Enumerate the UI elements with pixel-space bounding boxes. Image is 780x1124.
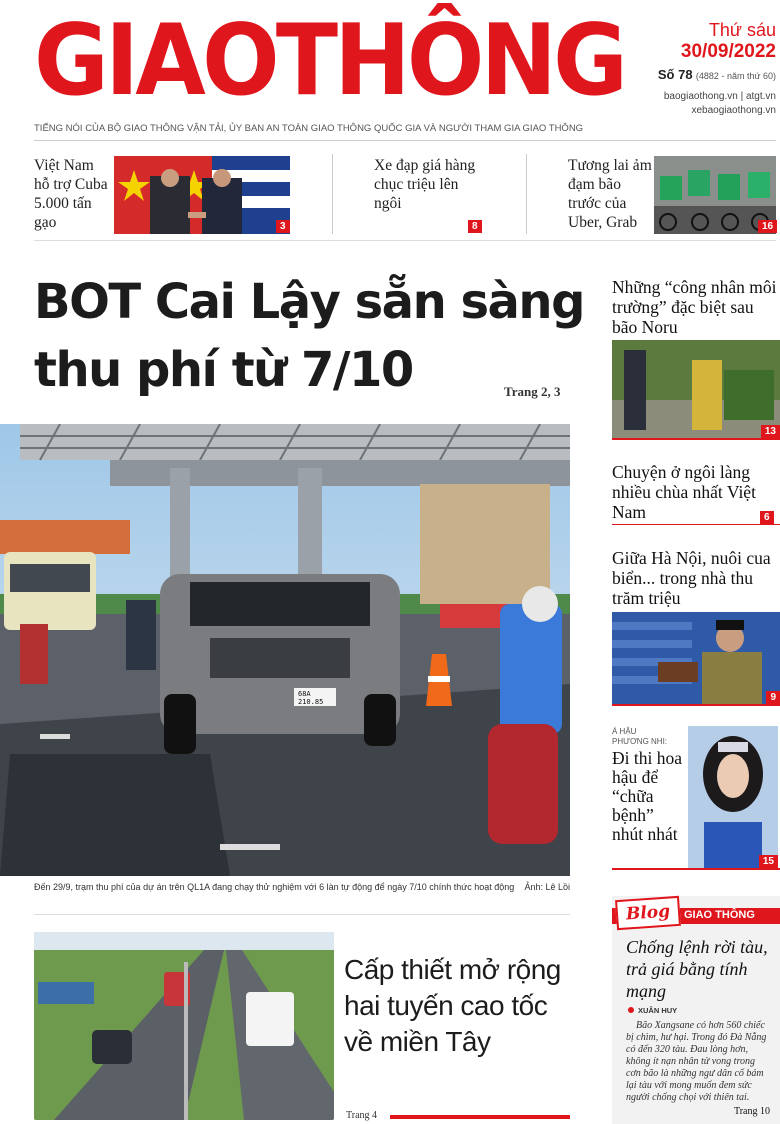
secondary-red-rule	[390, 1115, 570, 1119]
caption-text: Đến 29/9, trạm thu phí của dự án trên QL1A đang chạy thử nghiệm với 6 làn tự động để ngày 7/10 chính thức hoạt động	[34, 882, 515, 892]
svg-text:210.85: 210.85	[298, 698, 324, 706]
rc-story-title[interactable]: Giữa Hà Nội, nuôi cua biển... trong nhà thu trăm triệu	[612, 548, 771, 608]
blog-box[interactable]	[612, 896, 780, 1124]
issue-label: Số 78	[657, 67, 693, 82]
rc-story-title[interactable]: Đi thi hoa hậu để “chữa bệnh” nhút nhát	[612, 748, 682, 844]
kicker-line-2: PHƯƠNG NHI:	[612, 737, 668, 746]
issue-detail: (4882 - năm thứ 60)	[695, 71, 776, 81]
site-url-1[interactable]: baogiaothong.vn | atgt.vn	[663, 91, 776, 102]
blog-tag: Blog	[615, 896, 681, 930]
site-url-2[interactable]: xebaogiaothong.vn	[691, 105, 776, 116]
teaser-uber-grab[interactable]	[568, 154, 778, 234]
rc-story-title[interactable]: Chuyện ở ngôi làng nhiều chùa nhất Việt Nam	[612, 462, 756, 522]
teaser-title: Việt Nam hỗ trợ Cuba 5.000 tấn gạo	[34, 157, 108, 231]
page-badge: 13	[761, 425, 780, 438]
lead-page-ref: Trang 2, 3	[504, 384, 561, 399]
story-rule	[612, 438, 780, 440]
issue-number	[636, 67, 776, 82]
teaser-divider	[332, 154, 333, 234]
flag-handshake-photo	[114, 156, 290, 234]
issue-date: 30/09/2022	[680, 41, 776, 62]
expressway-photo	[34, 932, 334, 1120]
page-badge: 16	[758, 220, 777, 233]
story-rule	[612, 704, 780, 706]
blog-title: Chống lệnh rời tàu, trả giá bằng tính mạng	[626, 937, 768, 1001]
teaser-cuba[interactable]	[34, 154, 296, 234]
beauty-queen-photo	[688, 726, 778, 868]
page-badge: 8	[468, 220, 482, 233]
teaser-rule	[34, 240, 776, 241]
page-badge: 6	[760, 511, 774, 524]
lead-headline-line-1: BOT Cai Lậy sẵn sàng	[34, 274, 584, 330]
teaser-title: Xe đạp giá hàng chục triệu lên ngôi	[374, 157, 476, 212]
teaser-title: Tương lai ảm đạm bão trước của Uber, Grab	[568, 157, 652, 231]
section-rule	[34, 914, 570, 915]
workers-photo	[612, 340, 780, 438]
photo-credit: Ảnh: Lê Lồi	[524, 882, 570, 892]
blog-page-ref: Trang 10	[733, 1106, 770, 1117]
photo-caption	[34, 882, 570, 892]
story-rule	[612, 524, 780, 525]
masthead-tagline: TIẾNG NÓI CỦA BỘ GIAO THÔNG VẬN TẢI, ỦY BAN AN TOÀN GIAO THÔNG QUỐC GIA VÀ NGƯỜI THAM GIA GIAO THÔNG	[34, 123, 584, 134]
toll-station-photo	[0, 424, 570, 876]
crab-farmer-photo	[612, 612, 780, 704]
story-kicker	[612, 727, 667, 747]
blog-body: Bão Xangsane có hơn 560 chiếc bị chìm, hư hại. Trong đó Đà Nẵng có đến 320 tàu. Đau lòng hơn, không ít nạn nhân tử vong trong cơn bão là những ngư dân cố bám lại tàu với mong muốn đem sức người chống chọi với thiên tai.	[626, 1020, 767, 1103]
teaser-bicycles[interactable]	[374, 154, 484, 234]
newspaper-logo[interactable]: GIAOTHÔNG	[34, 4, 625, 118]
masthead	[34, 0, 625, 122]
kicker-line-1: Á HẬU	[612, 727, 637, 736]
teaser-divider	[526, 154, 527, 234]
page-badge: 9	[766, 691, 780, 704]
secondary-headline[interactable]: Cấp thiết mở rộng hai tuyến cao tốc về miền Tây	[344, 954, 561, 1057]
page-badge: 15	[759, 855, 778, 868]
site-urls	[636, 90, 776, 118]
blog-author: XUÂN HUY	[628, 1006, 677, 1015]
page-badge: 3	[276, 220, 290, 233]
date-block	[636, 20, 776, 118]
lead-headline-line-2: thu phí từ 7/10	[34, 342, 413, 398]
rc-story-title[interactable]: Những “công nhân môi trường” đặc biệt sau bão Noru	[612, 277, 777, 337]
plate-text: 68A	[298, 690, 311, 698]
day-of-week: Thứ sáu	[708, 20, 776, 40]
story-rule	[612, 868, 780, 870]
masthead-rule	[34, 140, 776, 141]
blog-section: GIAO THÔNG	[684, 909, 755, 921]
secondary-page-ref: Trang 4	[346, 1110, 378, 1121]
